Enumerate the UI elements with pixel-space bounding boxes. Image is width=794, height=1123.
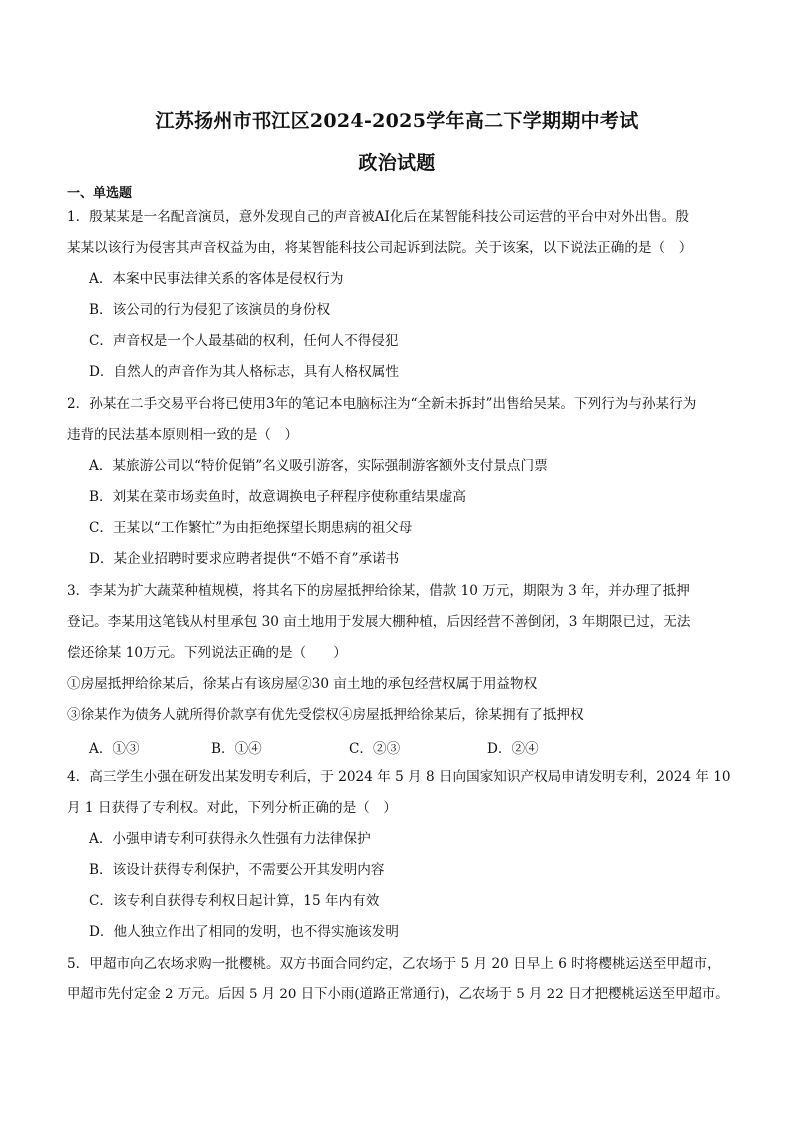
exam-subject: 政治试题 <box>358 152 436 174</box>
question-4-stem-line-2: 月 1 日获得了专利权。对此，下列分析正确的是（ ） <box>67 800 397 816</box>
question-3-statements-line-2: ③徐某作为债务人就所得价款享有优先受偿权④房屋抵押给徐某后，徐某拥有了抵押权 <box>67 707 584 723</box>
question-3-option-a: A．①③ <box>89 741 140 757</box>
question-5-stem-line-2: 甲超市先付定金 2 万元。后因 5 月 20 日下小雨(道路正常通行)，乙农场于 5 月 22 日才把樱桃运送至甲超市。 <box>67 987 729 1002</box>
question-2-option-c: C．王某以“工作繁忙”为由拒绝探望长期患病的祖父母 <box>89 520 413 536</box>
question-2-option-d: D．某企业招聘时要求应聘者提供“不婚不育”承诺书 <box>89 551 400 567</box>
question-1-stem-line-1: 1．殷某某是一名配音演员，意外发现自己的声音被AI化后在某智能科技公司运营的平台中对外出售。殷 <box>67 209 689 225</box>
question-3-stem-line-3: 偿还徐某 10万元。下列说法正确的是（ ） <box>67 645 347 661</box>
question-4-option-b: B．该设计获得专利保护，不需要公开其发明内容 <box>89 862 385 878</box>
question-3-option-c: C．②③ <box>349 741 401 757</box>
question-1-option-b: B．该公司的行为侵犯了该演员的身份权 <box>89 302 331 318</box>
question-4-option-c: C．该专利自获得专利权日起计算，15 年内有效 <box>89 893 380 909</box>
question-2-option-b: B．刘某在菜市场卖鱼时，故意调换电子秤程序使称重结果虚高 <box>89 489 467 505</box>
question-1-option-c: C．声音权是一个人最基础的权利，任何人不得侵犯 <box>89 333 399 349</box>
question-4-option-d: D．他人独立作出了相同的发明，也不得实施该发明 <box>89 924 399 940</box>
question-3-statements-line-1: ①房屋抵押给徐某后，徐某占有该房屋②30 亩土地的承包经营权属于用益物权 <box>67 676 538 692</box>
question-3-option-b: B．①④ <box>211 741 262 757</box>
question-3-option-d: D．②④ <box>487 741 539 757</box>
question-2-option-a: A．某旅游公司以“特价促销”名义吸引游客，实际强制游客额外支付景点门票 <box>89 458 548 474</box>
question-3-stem-line-1: 3．李某为扩大蔬菜种植规模，将其名下的房屋抵押给徐某，借款 10 万元，期限为 3 年，并办理了抵押 <box>67 583 690 599</box>
question-4-stem-line-1: 4．高三学生小强在研发出某发明专利后，于 2024 年 5 月 8 日向国家知识产权局申请发明专利，2024 年 10 <box>67 769 731 785</box>
question-1-option-a: A．本案中民事法律关系的客体是侵权行为 <box>89 271 344 287</box>
section-heading: 一、单选题 <box>67 186 133 201</box>
question-2-stem-line-2: 违背的民法基本原则相一致的是（ ） <box>67 427 299 443</box>
question-1-stem-line-2: 某某以该行为侵害其声音权益为由，将某智能科技公司起诉到法院。关于该案，以下说法正确的是（ ） <box>67 240 693 256</box>
question-1-option-d: D．自然人的声音作为其人格标志，具有人格权属性 <box>89 364 399 380</box>
question-5-stem-line-1: 5．甲超市向乙农场求购一批樱桃。双方书面合同约定，乙农场于 5 月 20 日早上 6 时将樱桃运送至甲超市， <box>67 956 721 972</box>
question-4-option-a: A．小强申请专利可获得永久性强有力法律保护 <box>89 831 371 847</box>
exam-title: 江苏扬州市邗江区2024-2025学年高二下学期期中考试 <box>155 110 639 132</box>
question-2-stem-line-1: 2．孙某在二手交易平台将已使用3年的笔记本电脑标注为“全新未拆封”出售给吴某。下列行为与孙某行为 <box>67 396 697 412</box>
question-3-stem-line-2: 登记。李某用这笔钱从村里承包 30 亩土地用于发展大棚种植，后因经营不善倒闭，3 年期限已过，无法 <box>67 614 691 630</box>
